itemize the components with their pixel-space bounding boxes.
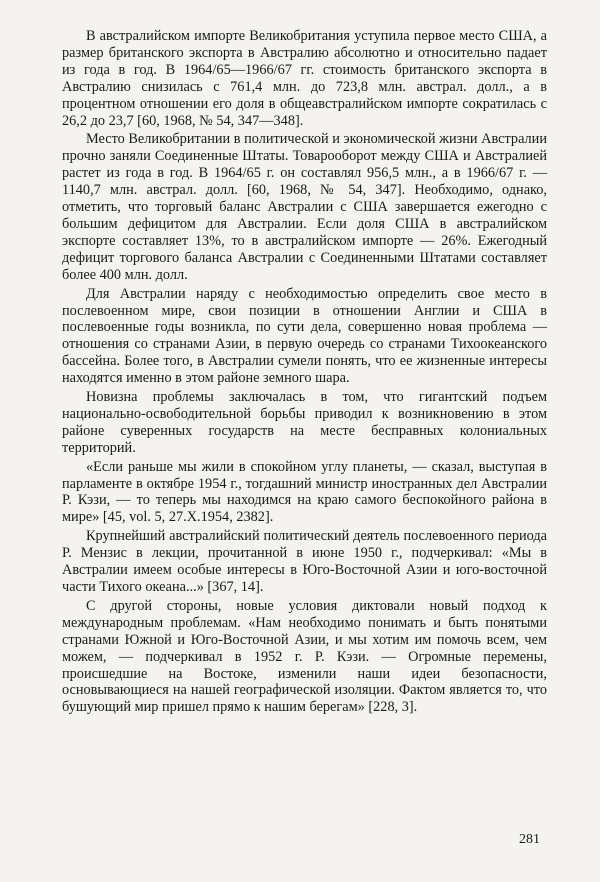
main-text [62,28,547,716]
paragraph-2: Место Великобритании в политической и экономической жизни Австралии прочно заняли Соединенные Штаты. Товарооборот между США и Австралией растет из года в год. В 1964/65 г. он составлял 956,5 млн., а в 1966/67 г. — 1140,7 млн. австрал. долл. [60, 1968, № 54, 347]. Необходимо, однако, отметить, что торговый баланс Австралии с США завершается ежегодно с большим дефицитом для Австралии. Если доля США в австралийском экспорте составляет 13%, то в австралийском импорте — 26%. Ежегодный дефицит торгового баланса Австралии с Соединенными Штатами составляет более 400 млн. долл. [62,131,547,283]
paragraph-1: В австралийском импорте Великобритания уступила первое место США, а размер британского экспорта в Австралию абсолютно и относительно падает из года в год. В 1964/65—1966/67 гг. стоимость британского экспорта в Австралию снизилась с 761,4 млн. до 723,8 млн. австрал. долл., а в процентном отношении его доля в общеавстралийском импорте сократилась с 26,2 до 23,7 [60, 1968, № 54, 347—348]. [62,28,547,129]
paragraph-3: Для Австралии наряду с необходимостью определить свое место в послевоенном мире, свои позиции в отношении Англии и США в послевоенные годы возникла, по сути дела, совершенно новая проблема — отношения со странами Азии, в первую очередь со странами Тихоокеанского бассейна. Более того, в Австралии сумели понять, что ее жизненные интересы находятся именно в этом районе земного шара. [62,285,547,387]
paragraph-6: Крупнейший австралийский политический деятель послевоенного периода Р. Мензис в лекции, прочитанной в июне 1950 г., подчеркивал: «Мы в Австралии имеем особые интересы в Юго-Восточной Азии и юго-восточной части Тихого океана...» [367, 14]. [62,528,547,595]
paragraph-5: «Если раньше мы жили в спокойном углу планеты, — сказал, выступая в парламенте в октябре 1954 г., тогдашний министр иностранных дел Австралии Р. Кэзи, — то теперь мы находимся на краю самого беспокойного района в мире» [45, vol. 5, 27.X.1954, 2382]. [62,458,547,526]
paragraph-4: Новизна проблемы заключалась в том, что гигантский подъем национально-освободительной борьбы приводил к возникновению в этом районе суверенных государств на месте бесправных колониальных территорий. [62,389,547,456]
page-number: 281 [519,832,540,847]
paragraph-7: С другой стороны, новые условия диктовали новый подход к международным проблемам. «Нам необходимо понимать и быть понятыми странами Южной и Юго-Восточной Азии, и мы хотим им помочь всем, чем можем, — подчеркивал в 1952 г. Р. Кэзи. — Огромные перемены, происшедшие на Востоке, изменили наши идеи безопасности, основывающиеся на нашей географической изоляции. Фактом является то, что бушующий мир пришел прямо к нашим берегам» [228, 3]. [62,597,547,716]
